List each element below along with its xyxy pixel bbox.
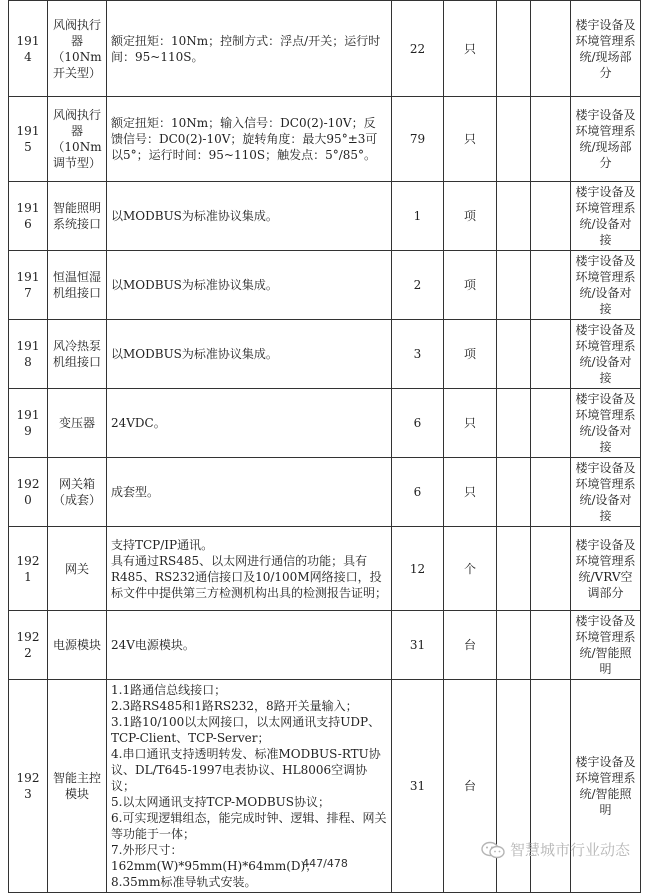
item-name: 智能主控模块: [48, 680, 107, 893]
spec-line: 7.外形尺寸：162mm(W)*95mm(H)*64mm(D)；: [111, 843, 318, 873]
item-name: 电源模块: [48, 611, 107, 680]
spec-line: 额定扭矩：10Nm；输入信号：DC0(2)-10V；反馈信号：DC0(2)-10V；旋转角度：最大95°±3可以5°；运行时间：95~110S；触发点：5°/85°。: [111, 116, 378, 162]
blank-cell: [497, 182, 531, 251]
item-spec: [107, 182, 392, 251]
blank-cell: [531, 251, 571, 320]
item-quantity: 6: [392, 389, 444, 458]
blank-cell: [531, 611, 571, 680]
spec-line: 额定扭矩：10Nm；控制方式：浮点/开关；运行时间：95~110S。: [111, 33, 381, 64]
item-name: 风阀执行器（10Nm调节型）: [48, 97, 107, 182]
spec-line: 6.可实现逻辑组态，能完成时钟、逻辑、排程、网关等功能于一体；: [111, 811, 387, 841]
blank-cell: [531, 527, 571, 611]
spec-line: 以MODBUS为标准协议集成。: [111, 278, 278, 292]
item-spec: [107, 527, 392, 611]
item-number: 1915: [9, 97, 48, 182]
item-quantity: 22: [392, 1, 444, 97]
item-quantity: 79: [392, 97, 444, 182]
spec-line: 以MODBUS为标准协议集成。: [111, 347, 278, 361]
item-spec: [107, 251, 392, 320]
item-name: 网关箱（成套）: [48, 458, 107, 527]
item-unit: 台: [444, 611, 497, 680]
spec-line: 1.1路通信总线接口；: [111, 683, 227, 697]
item-quantity: 31: [392, 680, 444, 893]
item-system: 楼宇设备及环境管理系统/设备对接: [571, 251, 641, 320]
blank-cell: [497, 320, 531, 389]
item-unit: 只: [444, 389, 497, 458]
watermark-text: 智慧城市行业动态: [509, 841, 630, 859]
blank-cell: [531, 458, 571, 527]
table-row: [9, 320, 641, 389]
table-row: [9, 458, 641, 527]
watermark: [480, 839, 630, 860]
item-number: 1918: [9, 320, 48, 389]
item-system: 楼宇设备及环境管理系统/现场部分: [571, 1, 641, 97]
item-unit: 只: [444, 97, 497, 182]
blank-cell: [497, 527, 531, 611]
table-row: [9, 251, 641, 320]
blank-cell: [497, 97, 531, 182]
item-spec: [107, 1, 392, 97]
spec-line: 24V电源模块。: [111, 638, 195, 652]
spec-line: 以MODBUS为标准协议集成。: [111, 209, 278, 223]
item-quantity: 3: [392, 320, 444, 389]
table-row: [9, 97, 641, 182]
blank-cell: [531, 182, 571, 251]
item-quantity: 31: [392, 611, 444, 680]
item-system: 楼宇设备及环境管理系统/现场部分: [571, 97, 641, 182]
item-spec: [107, 97, 392, 182]
item-name: 风冷热泵机组接口: [48, 320, 107, 389]
spec-table: [8, 0, 641, 893]
item-system: 楼宇设备及环境管理系统/设备对接: [571, 389, 641, 458]
item-system: 楼宇设备及环境管理系统/智能照明: [571, 680, 641, 893]
spec-line: 4.串口通讯支持透明转发、标准MODBUS-RTU协议、DL/T645-1997电表协议、HL8006空调协议；: [111, 747, 381, 793]
spec-line: 支持TCP/IP通讯。: [111, 537, 214, 552]
spec-line: 5.以太网通讯支持TCP-MODBUS协议；: [111, 795, 331, 809]
blank-cell: [531, 389, 571, 458]
page-number: 447/478: [302, 857, 348, 870]
item-unit: 只: [444, 1, 497, 97]
item-system: 楼宇设备及环境管理系统/设备对接: [571, 182, 641, 251]
item-number: 1921: [9, 527, 48, 611]
blank-cell: [497, 458, 531, 527]
spec-line: 3.1路10/100以太网接口，以太网通讯支持UDP、TCP-Client、TCP-Server；: [111, 715, 381, 745]
blank-cell: [531, 97, 571, 182]
item-name: 变压器: [48, 389, 107, 458]
blank-cell: [497, 389, 531, 458]
item-unit: 项: [444, 182, 497, 251]
blank-cell: [497, 1, 531, 97]
table-row: [9, 527, 641, 611]
item-unit: 项: [444, 320, 497, 389]
item-quantity: 12: [392, 527, 444, 611]
item-spec: [107, 320, 392, 389]
item-system: 楼宇设备及环境管理系统/智能照明: [571, 611, 641, 680]
item-unit: 台: [444, 680, 497, 893]
item-quantity: 6: [392, 458, 444, 527]
item-name: 智能照明系统接口: [48, 182, 107, 251]
item-spec: [107, 611, 392, 680]
blank-cell: [531, 1, 571, 97]
table-row: [9, 389, 641, 458]
table-row: [9, 611, 641, 680]
item-system: 楼宇设备及环境管理系统/VRV空调部分: [571, 527, 641, 611]
item-name: 网关: [48, 527, 107, 611]
wechat-icon: [480, 841, 506, 859]
item-quantity: 1: [392, 182, 444, 251]
item-system: 楼宇设备及环境管理系统/设备对接: [571, 458, 641, 527]
item-number: 1919: [9, 389, 48, 458]
spec-line: 具有通过RS485、以太网进行通信的功能；具有R485、RS232通信接口及10/100M网络接口，投标文件中提供第三方检测机构出具的检测报告证明；: [111, 553, 388, 600]
blank-cell: [497, 251, 531, 320]
spec-line: 2.3路RS485和1路RS232，8路开关量输入；: [111, 699, 358, 713]
item-spec: [107, 389, 392, 458]
item-name: 风阀执行器（10Nm开关型）: [48, 1, 107, 97]
item-quantity: 2: [392, 251, 444, 320]
item-spec: [107, 458, 392, 527]
item-number: 1920: [9, 458, 48, 527]
item-number: 1914: [9, 1, 48, 97]
item-unit: 项: [444, 251, 497, 320]
blank-cell: [497, 611, 531, 680]
item-number: 1916: [9, 182, 48, 251]
blank-cell: [531, 320, 571, 389]
spec-line: 24VDC。: [111, 416, 166, 430]
table-row: [9, 1, 641, 97]
item-system: 楼宇设备及环境管理系统/设备对接: [571, 320, 641, 389]
item-name: 恒温恒湿机组接口: [48, 251, 107, 320]
item-number: 1923: [9, 680, 48, 893]
item-number: 1922: [9, 611, 48, 680]
item-unit: 只: [444, 458, 497, 527]
item-number: 1917: [9, 251, 48, 320]
spec-line: 成套型。: [111, 485, 160, 499]
item-unit: 个: [444, 527, 497, 611]
table-row: [9, 182, 641, 251]
spec-line: 8.35mm标准导轨式安装。: [111, 875, 257, 889]
